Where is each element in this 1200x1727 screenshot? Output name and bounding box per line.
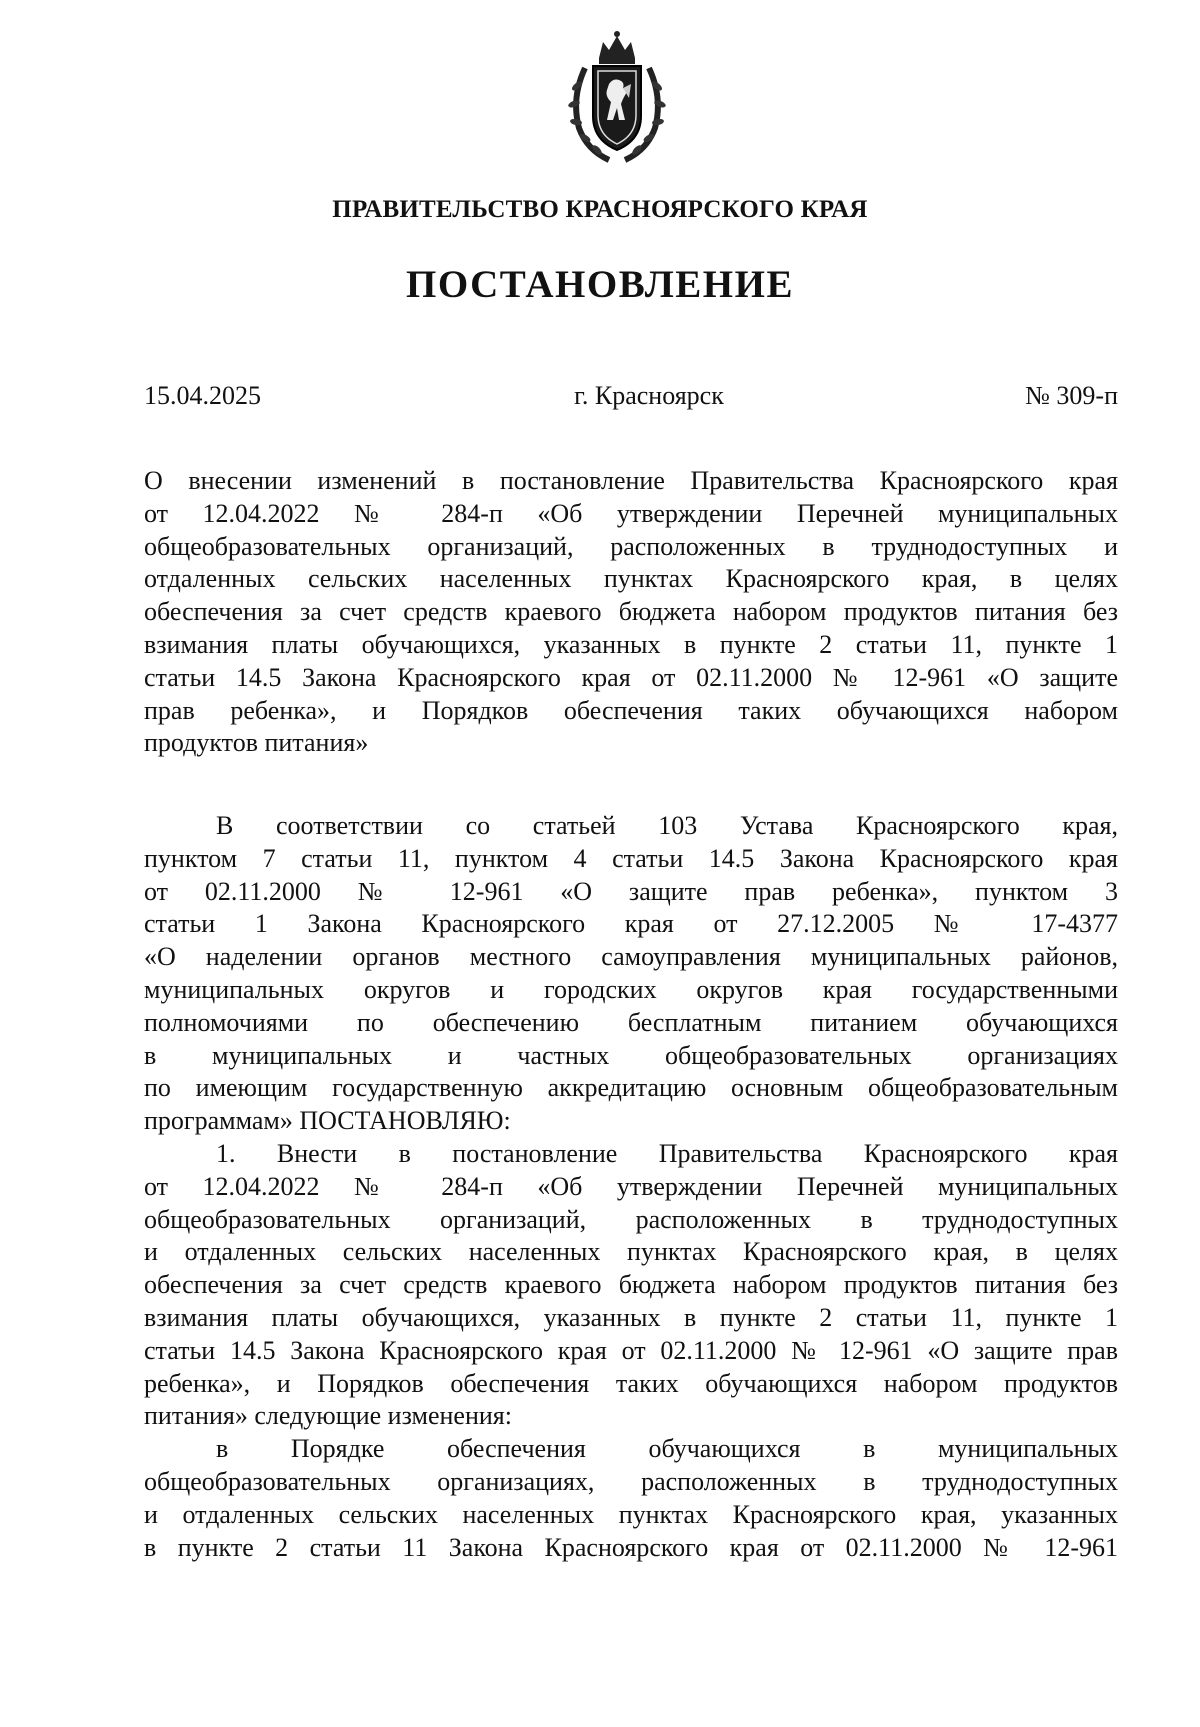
body-line: пунктом 7 статьи 11, пунктом 4 статьи 14.5 Закона Красноярского края [144,843,1118,873]
document-date: 15.04.2025 [144,381,261,410]
body-line: В соответствии со статьей 103 Устава Красноярского края, [216,811,1118,840]
body-line: от 02.11.2000 № 12-961 «О защите прав ребенка», пунктом 3 [144,876,1118,906]
body-line: муниципальных округов и городских округов края государственными [144,974,1118,1004]
title-line: продуктов питания» [144,728,369,758]
body-line: взимания платы обучающихся, указанных в пункте 2 статьи 11, пункте 1 [144,1302,1118,1332]
document-city: г. Красноярск [574,381,724,410]
title-line: О внесении изменений в постановление Правительства Красноярского края [144,466,1118,495]
document-title-block [144,465,1118,760]
body-line: статьи 1 Закона Красноярского края от 27.12.2005 № 17-4377 [144,909,1118,939]
body-line: обеспечения за счет средств краевого бюджета набором продуктов питания без [144,1270,1118,1300]
title-line: общеобразовательных организаций, расположенных в труднодоступных и [144,531,1118,561]
body-line: в Порядке обеспечения обучающихся в муниципальных [216,1434,1118,1464]
organization-title: ПРАВИТЕЛЬСТВО КРАСНОЯРСКОГО КРАЯ [332,196,868,223]
body-line: в пункте 2 статьи 11 Закона Красноярского края от 02.11.2000 № 12-961 [144,1532,1118,1562]
title-line: отдаленных сельских населенных пунктах Красноярского края, в целях [144,564,1118,594]
body-line: полномочиями по обеспечению бесплатным питанием обучающихся [144,1007,1118,1037]
title-line: прав ребенка», и Порядков обеспечения таких обучающихся набором [144,695,1118,725]
body-line: ребенка», и Порядков обеспечения таких обучающихся набором продуктов [144,1368,1118,1398]
body-line: по имеющим государственную аккредитацию основным общеобразовательным [144,1073,1118,1103]
title-line: от 12.04.2022 № 284-п «Об утверждении Перечней муниципальных [144,498,1118,528]
title-line: взимания платы обучающихся, указанных в пункте 2 статьи 11, пункте 1 [144,629,1118,659]
title-line: статьи 14.5 Закона Красноярского края от 02.11.2000 № 12-961 «О защите [144,662,1118,692]
body-line: от 12.04.2022 № 284-п «Об утверждении Перечней муниципальных [144,1171,1118,1201]
title-line: обеспечения за счет средств краевого бюджета набором продуктов питания без [144,597,1118,627]
document-type-heading: ПОСТАНОВЛЕНИЕ [405,263,794,306]
body-line: в муниципальных и частных общеобразовательных организациях [144,1040,1118,1070]
body-line: и отдаленных сельских населенных пунктах Красноярского края, указанных [144,1499,1118,1529]
document-meta-row [144,381,1118,415]
body-line: питания» следующие изменения: [144,1401,512,1431]
body-line: и отдаленных сельских населенных пунктах Красноярского края, в целях [144,1237,1118,1267]
body-line: 1. Внести в постановление Правительства Красноярского края [216,1138,1118,1168]
body-line: статьи 14.5 Закона Красноярского края от 02.11.2000 № 12-961 «О защите прав [144,1335,1118,1365]
body-line: программам» ПОСТАНОВЛЯЮ: [144,1106,511,1136]
body-line: общеобразовательных организациях, расположенных в труднодоступных [144,1466,1118,1496]
body-line: общеобразовательных организаций, расположенных в труднодоступных [144,1204,1118,1234]
document-number: № 309-п [1025,381,1118,410]
krasnoyarsk-coat-of-arms-icon [565,28,669,166]
document-body [144,810,1118,1564]
body-line: «О наделении органов местного самоуправления муниципальных районов, [144,942,1118,972]
